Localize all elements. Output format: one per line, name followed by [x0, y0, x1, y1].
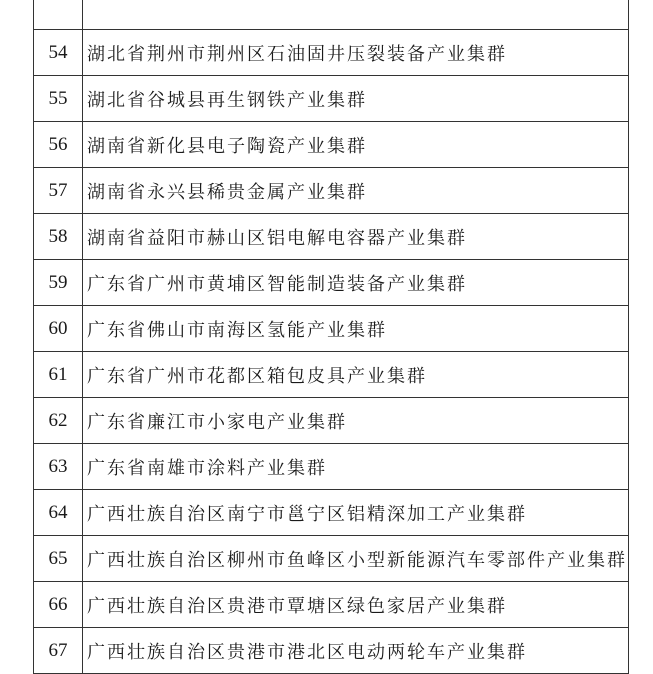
cluster-name: 广东省广州市黄埔区智能制造装备产业集群 — [83, 260, 629, 305]
cluster-name: 广西壮族自治区贵港市港北区电动两轮车产业集群 — [83, 628, 629, 673]
table-row — [33, 168, 629, 214]
row-number: 62 — [33, 398, 83, 443]
table-row — [33, 398, 629, 444]
cluster-name: 广东省廉江市小家电产业集群 — [83, 398, 629, 443]
cluster-name: 广东省广州市花都区箱包皮具产业集群 — [83, 352, 629, 397]
table-row — [33, 122, 629, 168]
table-row — [33, 30, 629, 76]
table-row — [33, 582, 629, 628]
row-number: 64 — [33, 490, 83, 535]
cluster-name: 广西壮族自治区贵港市覃塘区绿色家居产业集群 — [83, 582, 629, 627]
row-number: 54 — [33, 30, 83, 75]
cluster-name: 广西壮族自治区柳州市鱼峰区小型新能源汽车零部件产业集群 — [83, 536, 629, 581]
row-number: 65 — [33, 536, 83, 581]
table-row — [33, 214, 629, 260]
row-number: 58 — [33, 214, 83, 259]
table-row — [33, 490, 629, 536]
row-number: 67 — [33, 628, 83, 673]
cluster-name: 湖北省荆州市荆州区石油固井压裂装备产业集群 — [83, 30, 629, 75]
row-number: 66 — [33, 582, 83, 627]
cluster-name: 湖南省新化县电子陶瓷产业集群 — [83, 122, 629, 167]
table-row — [33, 628, 629, 674]
table-row — [33, 306, 629, 352]
cluster-name: 广东省佛山市南海区氢能产业集群 — [83, 306, 629, 351]
industry-cluster-table — [33, 0, 629, 674]
cluster-name — [83, 0, 629, 29]
row-number: 59 — [33, 260, 83, 305]
table-row — [33, 536, 629, 582]
cluster-name: 湖北省谷城县再生钢铁产业集群 — [83, 76, 629, 121]
table-row — [33, 444, 629, 490]
row-number: 55 — [33, 76, 83, 121]
table-row — [33, 0, 629, 30]
cluster-name: 广西壮族自治区南宁市邕宁区铝精深加工产业集群 — [83, 490, 629, 535]
row-number: 57 — [33, 168, 83, 213]
row-number — [33, 0, 83, 29]
row-number: 56 — [33, 122, 83, 167]
cluster-name: 湖南省永兴县稀贵金属产业集群 — [83, 168, 629, 213]
table-row — [33, 76, 629, 122]
cluster-name: 湖南省益阳市赫山区铝电解电容器产业集群 — [83, 214, 629, 259]
row-number: 60 — [33, 306, 83, 351]
cluster-name: 广东省南雄市涂料产业集群 — [83, 444, 629, 489]
row-number: 61 — [33, 352, 83, 397]
table-row — [33, 260, 629, 306]
row-number: 63 — [33, 444, 83, 489]
table-row — [33, 352, 629, 398]
